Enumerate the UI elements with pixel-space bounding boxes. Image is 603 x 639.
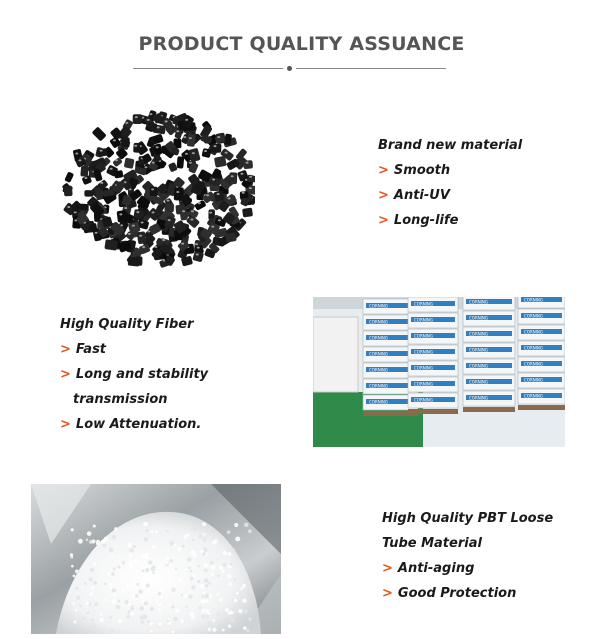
list-item: > Anti-UV xyxy=(378,188,450,203)
svg-text:CORNING: CORNING xyxy=(524,377,543,383)
bullet-arrow-icon: > xyxy=(60,367,71,382)
svg-text:CORNING: CORNING xyxy=(469,331,488,337)
svg-text:CORNING: CORNING xyxy=(369,351,388,357)
svg-text:CORNING: CORNING xyxy=(369,335,388,341)
svg-text:CORNING: CORNING xyxy=(469,379,488,385)
white-pbt-pellets-image xyxy=(31,484,281,634)
black-granules-image xyxy=(55,105,255,270)
svg-text:CORNING: CORNING xyxy=(469,315,488,321)
bullet-arrow-icon: > xyxy=(60,417,71,432)
bullet-arrow-icon: > xyxy=(60,342,71,357)
svg-text:CORNING: CORNING xyxy=(414,301,433,307)
list-item: > Long-life xyxy=(378,213,459,228)
svg-text:CORNING: CORNING xyxy=(414,381,433,387)
svg-text:CORNING: CORNING xyxy=(524,313,543,319)
svg-text:CORNING: CORNING xyxy=(414,397,433,403)
page-title: PRODUCT QUALITY ASSUANCE xyxy=(138,33,465,55)
svg-text:CORNING: CORNING xyxy=(524,393,543,399)
section-heading-line2: Tube Material xyxy=(382,536,482,551)
svg-text:CORNING: CORNING xyxy=(369,399,388,405)
list-item-continuation: transmission xyxy=(73,392,168,407)
svg-text:CORNING: CORNING xyxy=(369,367,388,373)
list-item: > Low Attenuation. xyxy=(60,417,202,432)
svg-text:CORNING: CORNING xyxy=(469,347,488,353)
section-heading: High Quality PBT Loose xyxy=(382,511,554,526)
section-high-quality-fiber xyxy=(60,312,208,437)
svg-text:CORNING: CORNING xyxy=(469,299,488,305)
svg-text:CORNING: CORNING xyxy=(369,303,388,309)
svg-text:CORNING: CORNING xyxy=(414,317,433,323)
svg-text:CORNING: CORNING xyxy=(369,319,388,325)
svg-text:CORNING: CORNING xyxy=(369,383,388,389)
section-heading: High Quality Fiber xyxy=(60,317,194,332)
svg-text:CORNING: CORNING xyxy=(469,363,488,369)
warehouse-boxes-image xyxy=(313,297,565,447)
svg-text:CORNING: CORNING xyxy=(524,345,543,351)
section-brand-new-material xyxy=(378,133,522,233)
bullet-arrow-icon: > xyxy=(378,213,389,228)
svg-text:CORNING: CORNING xyxy=(469,395,488,401)
title-divider xyxy=(133,67,446,70)
list-item: > Good Protection xyxy=(382,586,517,601)
bullet-arrow-icon: > xyxy=(378,163,389,178)
svg-text:CORNING: CORNING xyxy=(524,329,543,335)
bullet-arrow-icon: > xyxy=(382,586,393,601)
list-item: > Anti-aging xyxy=(382,561,475,576)
list-item: > Fast xyxy=(60,342,107,357)
bullet-arrow-icon: > xyxy=(382,561,393,576)
section-pbt-loose-tube xyxy=(382,506,553,606)
svg-text:CORNING: CORNING xyxy=(414,349,433,355)
svg-text:CORNING: CORNING xyxy=(414,333,433,339)
svg-text:CORNING: CORNING xyxy=(524,361,543,367)
bullet-arrow-icon: > xyxy=(378,188,389,203)
list-item: > Long and stability xyxy=(60,367,209,382)
svg-text:CORNING: CORNING xyxy=(524,297,543,303)
svg-text:CORNING: CORNING xyxy=(414,365,433,371)
section-heading: Brand new material xyxy=(378,138,523,153)
list-item: > Smooth xyxy=(378,163,451,178)
